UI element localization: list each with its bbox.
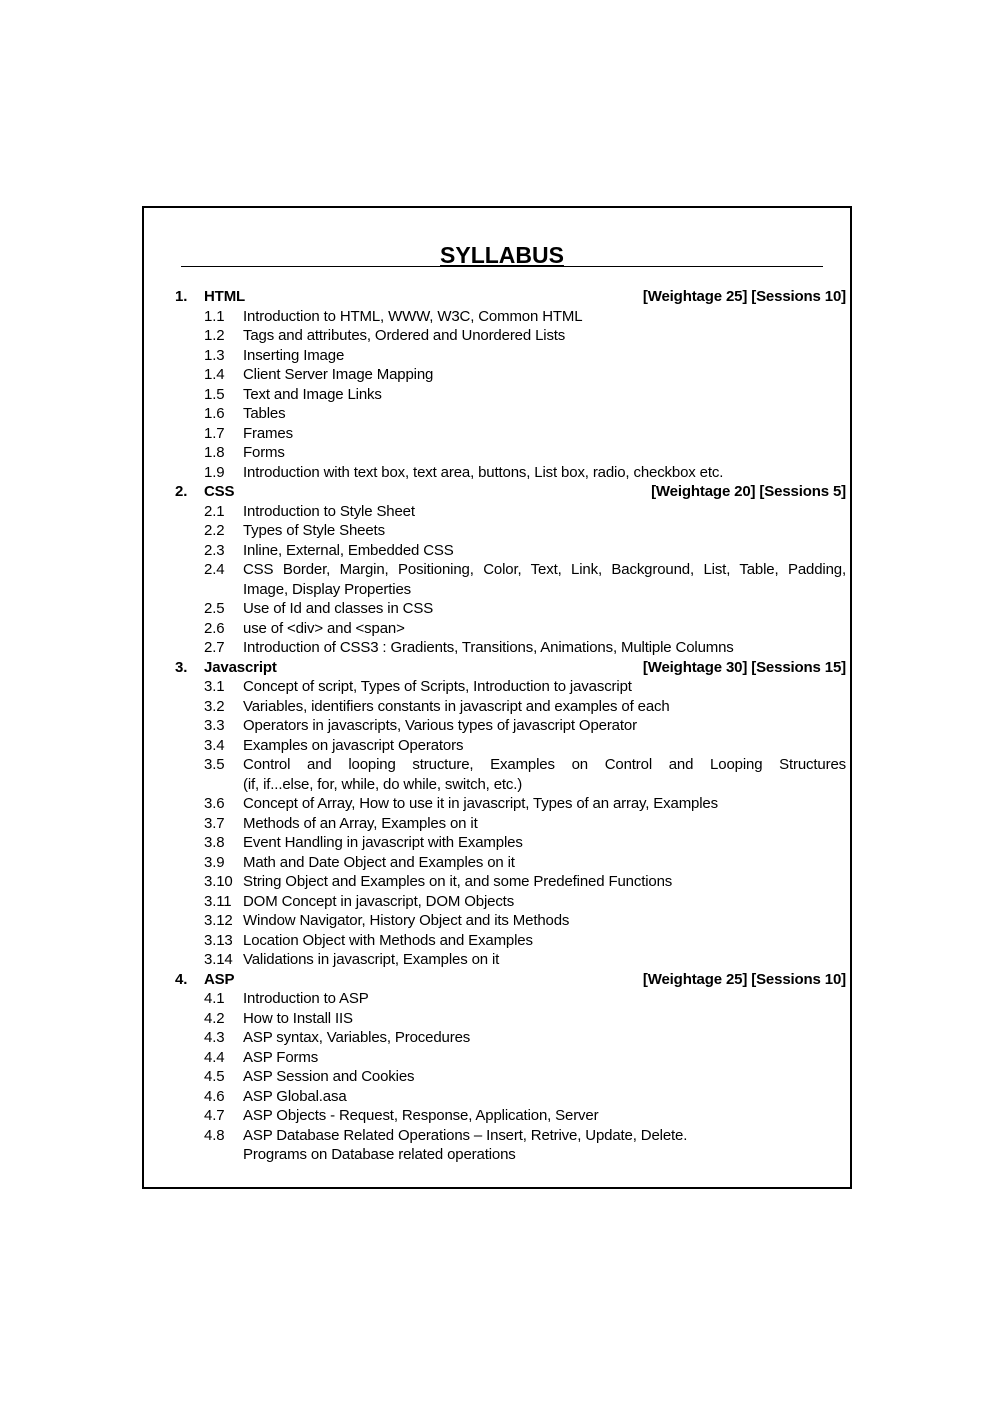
topic-item (175, 931, 846, 951)
topic-number: 4.4 (204, 1048, 225, 1066)
topic-text: Use of Id and classes in CSS (243, 600, 434, 617)
topic-text: Examples on javascript Operators (243, 736, 464, 754)
section-sessions: [Sessions 10] (751, 970, 846, 988)
topic-text: Inline, External, Embedded CSS (243, 541, 454, 559)
topic-text: Introduction to HTML, WWW, W3C, Common HTML (243, 307, 583, 325)
topic-item (175, 1087, 846, 1107)
section-name: CSS (204, 483, 235, 500)
topic-number: 2.6 (204, 619, 225, 637)
topic-item (175, 853, 846, 873)
topic-item (175, 892, 846, 912)
topic-number: 3.6 (204, 795, 225, 812)
topic-text: ASP Database Related Operations – Insert, Retrive, Update, Delete. (243, 1126, 688, 1144)
topic-number: 1.3 (204, 346, 225, 364)
topic-item (175, 424, 846, 444)
topic-number: 2.1 (204, 502, 225, 520)
topic-number: 4.7 (204, 1107, 225, 1124)
topic-text: Tables (243, 405, 286, 422)
topic-text: Concept of Array, How to use it in javascript, Types of an array, Examples (243, 795, 718, 812)
topic-text: Methods of an Array, Examples on it (243, 814, 478, 832)
topic-number: 3.4 (204, 736, 225, 754)
topic-item (175, 560, 846, 599)
section-heading (175, 658, 846, 678)
topic-text: Operators in javascripts, Various types of javascript Operator (243, 717, 637, 734)
topic-item (175, 1009, 846, 1029)
topic-text: Validations in javascript, Examples on it (243, 951, 500, 968)
topic-number: 3.2 (204, 697, 225, 715)
topic-text: Types of Style Sheets (243, 522, 385, 539)
topic-number: 4.5 (204, 1068, 225, 1085)
topic-number: 4.1 (204, 990, 225, 1007)
topic-item (175, 1106, 846, 1126)
section-name: Javascript (204, 658, 277, 676)
title-rule (181, 240, 823, 267)
topic-number: 4.6 (204, 1087, 225, 1105)
topic-text: Client Server Image Mapping (243, 366, 434, 383)
topic-text: Window Navigator, History Object and its Methods (243, 912, 570, 929)
topic-item (175, 1126, 846, 1165)
topic-item (175, 833, 846, 853)
topic-text: CSS Border, Margin, Positioning, Color, Text, Link, Background, List, Table, Padding, (243, 561, 846, 578)
topic-text: Location Object with Methods and Examples (243, 931, 533, 949)
topic-number: 3.13 (204, 931, 233, 949)
topic-text: ASP Session and Cookies (243, 1068, 415, 1085)
topic-item (175, 697, 846, 717)
topic-text: Control and looping structure, Examples on Control and Looping Structures (243, 756, 846, 773)
topic-text: Tags and attributes, Ordered and Unordered Lists (243, 327, 566, 344)
topic-item (175, 385, 846, 405)
topic-text: Frames (243, 424, 293, 442)
section-heading (175, 970, 846, 990)
section-number: 4. (175, 970, 188, 988)
page-title: SYLLABUS (440, 242, 564, 268)
topic-number: 4.3 (204, 1029, 225, 1046)
topic-number: 3.8 (204, 834, 225, 851)
topic-text: Math and Date Object and Examples on it (243, 853, 515, 871)
topic-item (175, 794, 846, 814)
topic-text: (if, if...else, for, while, do while, switch, etc.) (243, 775, 523, 793)
topic-item (175, 365, 846, 385)
topic-item (175, 326, 846, 346)
topic-item (175, 521, 846, 541)
section-name: ASP (204, 970, 235, 988)
topic-number: 3.10 (204, 873, 233, 890)
topic-number: 1.4 (204, 366, 225, 383)
topic-item (175, 346, 846, 366)
topic-text: Forms (243, 444, 285, 461)
topic-number: 1.2 (204, 327, 225, 344)
topic-item (175, 502, 846, 522)
topic-item (175, 1028, 846, 1048)
topic-text: Programs on Database related operations (243, 1146, 516, 1163)
topic-text: Variables, identifiers constants in javascript and examples of each (243, 697, 670, 715)
section-weightage: [Weightage 30] (642, 658, 748, 676)
topic-number: 2.2 (204, 522, 225, 539)
topic-text: Image, Display Properties (243, 580, 411, 598)
topic-text: Concept of script, Types of Scripts, Introduction to javascript (243, 678, 632, 695)
topic-number: 3.14 (204, 951, 233, 968)
topic-text: Introduction with text box, text area, buttons, List box, radio, checkbox etc. (243, 463, 724, 481)
section-number: 1. (175, 288, 188, 305)
topic-number: 3.9 (204, 853, 225, 871)
topic-item (175, 404, 846, 424)
topic-text: Inserting Image (243, 346, 345, 364)
topic-number: 3.5 (204, 756, 225, 773)
topic-text: How to Install IIS (243, 1009, 353, 1027)
section-sessions: [Sessions 10] (751, 288, 846, 305)
topic-text: ASP Forms (243, 1048, 319, 1066)
topic-text: DOM Concept in javascript, DOM Objects (243, 892, 515, 910)
section-weightage: [Weightage 25] (642, 288, 748, 305)
topic-text: Introduction of CSS3 : Gradients, Transitions, Animations, Multiple Columns (243, 639, 734, 656)
topic-item (175, 1067, 846, 1087)
section-heading (175, 287, 846, 307)
topic-item (175, 736, 846, 756)
section-heading (175, 482, 846, 502)
topic-number: 3.12 (204, 912, 233, 929)
topic-item (175, 814, 846, 834)
topic-number: 2.5 (204, 600, 225, 617)
section-number: 3. (175, 658, 188, 676)
topic-item (175, 463, 846, 483)
section-sessions: [Sessions 15] (751, 658, 846, 676)
topic-item (175, 638, 846, 658)
topic-number: 1.7 (204, 424, 225, 442)
topic-number: 3.1 (204, 678, 225, 695)
topic-text: ASP syntax, Variables, Procedures (243, 1029, 471, 1046)
topic-number: 1.5 (204, 385, 225, 403)
topic-text: ASP Objects - Request, Response, Application, Server (243, 1107, 599, 1124)
topic-item (175, 950, 846, 970)
topic-number: 3.3 (204, 717, 225, 734)
topic-text: Introduction to Style Sheet (243, 502, 415, 520)
topic-item (175, 716, 846, 736)
topic-item (175, 1048, 846, 1068)
section-name: HTML (204, 288, 246, 305)
section-sessions: [Sessions 5] (759, 483, 846, 500)
topic-item (175, 755, 846, 794)
topic-number: 2.4 (204, 561, 225, 578)
topic-item (175, 989, 846, 1009)
topic-text: Introduction to ASP (243, 990, 369, 1007)
topic-item (175, 872, 846, 892)
topic-number: 1.9 (204, 463, 225, 481)
topic-item (175, 911, 846, 931)
topic-number: 4.2 (204, 1009, 225, 1027)
topic-number: 2.3 (204, 541, 225, 559)
section-weightage: [Weightage 25] (642, 970, 748, 988)
topic-text: use of <div> and <span> (243, 619, 405, 637)
topic-number: 3.11 (204, 892, 232, 910)
topic-item (175, 599, 846, 619)
topic-number: 4.8 (204, 1126, 225, 1144)
section-number: 2. (175, 483, 188, 500)
topic-number: 1.1 (204, 307, 225, 325)
topic-item (175, 307, 846, 327)
topic-text: ASP Global.asa (243, 1087, 347, 1105)
topic-item (175, 443, 846, 463)
topic-text: String Object and Examples on it, and some Predefined Functions (243, 873, 673, 890)
topic-number: 2.7 (204, 639, 225, 656)
topic-number: 1.8 (204, 444, 225, 461)
topic-text: Event Handling in javascript with Examples (243, 834, 523, 851)
topic-item (175, 677, 846, 697)
topic-item (175, 541, 846, 561)
topic-text: Text and Image Links (243, 385, 382, 403)
topic-item (175, 619, 846, 639)
topic-number: 3.7 (204, 814, 225, 832)
section-weightage: [Weightage 20] (651, 483, 756, 500)
syllabus-content (175, 287, 846, 1165)
topic-number: 1.6 (204, 405, 225, 422)
